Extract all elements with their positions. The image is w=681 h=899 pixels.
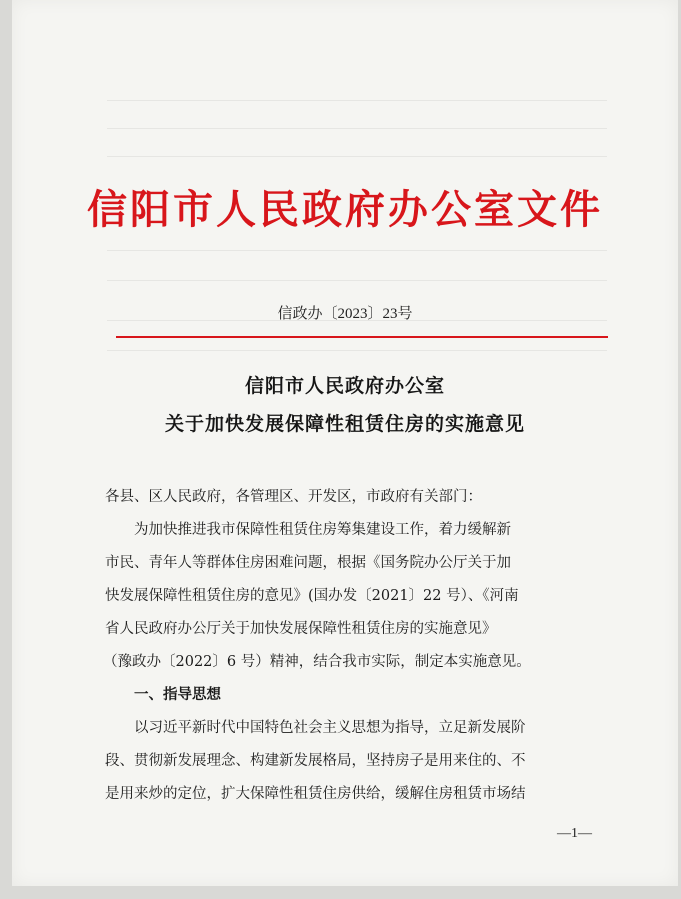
- bleed-through-line: [107, 128, 607, 129]
- issuing-authority-title: 信阳市人民政府办公室文件: [87, 186, 603, 233]
- page-number: —1—: [557, 826, 592, 841]
- paragraph-line: 快发展保障性租赁住房的意见》(国办发〔2021〕22 号）、《河南: [105, 588, 519, 604]
- document-title-line-1: 信阳市人民政府办公室: [244, 375, 445, 397]
- paragraph-line: 段、贯彻新发展理念、构建新发展格局，坚持房子是用来住的、不: [105, 753, 526, 769]
- bleed-through-line: [107, 280, 607, 281]
- paragraph-line: 省人民政府办公厅关于加快发展保障性租赁住房的实施意见》: [105, 621, 497, 637]
- addressee-line: 各县、区人民政府，各管理区、开发区，市政府有关部门：: [105, 489, 482, 505]
- bleed-through-line: [107, 100, 607, 101]
- red-separator-line: [116, 336, 608, 338]
- document-number: 信政办〔2023〕23号: [277, 306, 413, 322]
- paragraph-line: 以习近平新时代中国特色社会主义思想为指导，立足新发展阶: [134, 720, 526, 736]
- bleed-through-line: [107, 350, 607, 351]
- paragraph-line: 市民、青年人等群体住房困难问题，根据《国务院办公厅关于加: [105, 555, 511, 571]
- paragraph-line: （豫政办〔2022〕6 号）精神，结合我市实际，制定本实施意见。: [103, 654, 531, 670]
- section-heading: 一、指导思想: [134, 687, 221, 703]
- bleed-through-line: [107, 156, 607, 157]
- paragraph-line: 为加快推进我市保障性租赁住房筹集建设工作，着力缓解新: [134, 522, 511, 538]
- document-page: [12, 0, 678, 886]
- paragraph-line: 是用来炒的定位，扩大保障性租赁住房供给，缓解住房租赁市场结: [105, 786, 526, 802]
- bleed-through-line: [107, 250, 607, 251]
- document-title-line-2: 关于加快发展保障性租赁住房的实施意见: [164, 413, 525, 435]
